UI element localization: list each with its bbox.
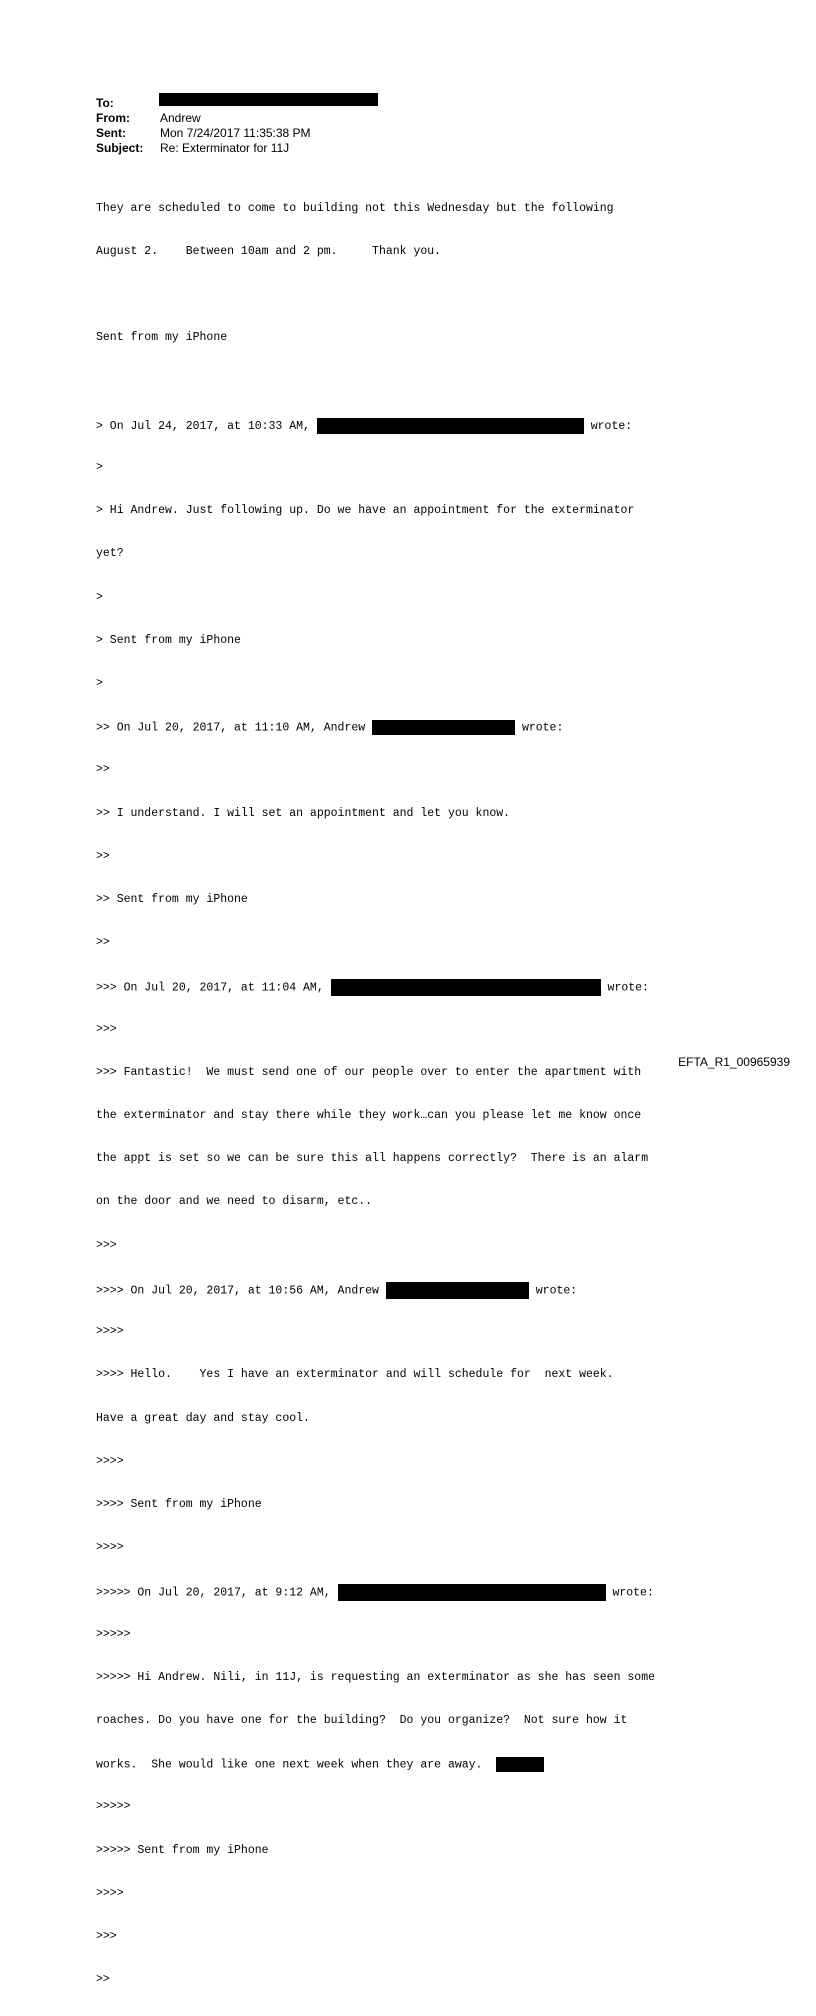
body-line: >>: [96, 849, 110, 863]
body-line: >>>: [96, 1929, 117, 1943]
redaction-bar: [317, 418, 584, 434]
body-line: >>>>> Sent from my iPhone: [96, 1843, 269, 1857]
to-label: To:: [96, 96, 114, 110]
redaction-bar: [386, 1282, 529, 1299]
to-row: [96, 96, 311, 111]
quote-header-wrote: wrote:: [605, 1586, 654, 1600]
subject-label: Subject:: [96, 141, 144, 155]
subject-row: [96, 141, 311, 156]
quote-header-line: [96, 1282, 655, 1296]
body-line: >: [96, 590, 103, 604]
quote-header-wrote: wrote:: [583, 419, 633, 433]
body-line: >>: [96, 1973, 110, 1987]
body-line: Have a great day and stay cool.: [96, 1411, 310, 1425]
sent-row: [96, 126, 311, 141]
sent-label: Sent:: [96, 126, 126, 140]
bates-number: EFTA_R1_00965939: [678, 1055, 790, 1069]
body-line: >>>>: [96, 1886, 124, 1900]
body-line: >> Sent from my iPhone: [96, 893, 248, 907]
quote-header-text: >>>>> On Jul 20, 2017, at 9:12 AM,: [96, 1586, 338, 1600]
body-line: >>>> Sent from my iPhone: [96, 1497, 262, 1511]
body-line: roaches. Do you have one for the building? Do you organize? Not sure how it: [96, 1713, 628, 1727]
body-line: >: [96, 677, 103, 691]
body-line: >> I understand. I will set an appointment and let you know.: [96, 806, 511, 820]
body-line: >>: [96, 763, 110, 777]
redaction-bar: [496, 1757, 544, 1772]
body-line: >>> Fantastic! We must send one of our people over to enter the apartment with: [96, 1065, 642, 1079]
from-label: From:: [96, 111, 130, 125]
quote-header-wrote: wrote:: [600, 982, 649, 995]
sent-value: Mon 7/24/2017 11:35:38 PM: [160, 126, 311, 140]
body-line: >: [96, 461, 103, 475]
body-text: works. She would like one next week when they are away.: [96, 1758, 497, 1772]
from-row: [96, 111, 311, 126]
blank-line: [96, 375, 655, 389]
body-line: >>>>: [96, 1541, 124, 1555]
body-line: >>>>>: [96, 1800, 131, 1814]
quote-header-text: >> On Jul 20, 2017, at 11:10 AM, Andrew: [96, 721, 373, 735]
body-line: Sent from my iPhone: [96, 331, 228, 345]
quote-header-wrote: wrote:: [528, 1284, 578, 1298]
quote-header-text: > On Jul 24, 2017, at 10:33 AM,: [96, 419, 317, 433]
quote-header-line: [96, 1584, 655, 1598]
body-line: >>>>: [96, 1325, 124, 1339]
body-line: on the door and we need to disarm, etc..: [96, 1195, 373, 1209]
subject-value: Re: Exterminator for 11J: [160, 141, 290, 155]
body-line: the appt is set so we can be sure this all happens correctly? There is an alarm: [96, 1152, 649, 1166]
email-body: [96, 173, 655, 2016]
body-line: August 2. Between 10am and 2 pm. Thank you.: [96, 245, 442, 259]
quote-header-text: >>> On Jul 20, 2017, at 11:04 AM,: [96, 982, 331, 995]
body-line: the exterminator and stay there while they work…can you please let me know once: [96, 1109, 642, 1123]
quote-header-line: [96, 720, 655, 734]
quote-header-line: [96, 418, 655, 432]
body-line: > Sent from my iPhone: [96, 633, 241, 647]
body-line: >>>> Hello. Yes I have an exterminator and will schedule for next week.: [96, 1368, 614, 1382]
body-line: They are scheduled to come to building not this Wednesday but the following: [96, 201, 614, 215]
quote-header-line: [96, 979, 655, 993]
body-line: yet?: [96, 547, 124, 561]
from-value: Andrew: [160, 111, 201, 125]
quote-header-wrote: wrote:: [515, 721, 564, 735]
redaction-bar: [372, 720, 515, 735]
body-line-with-redaction: [96, 1757, 655, 1771]
body-line: >>>>: [96, 1454, 124, 1468]
body-line: >>>: [96, 1022, 117, 1036]
redaction-bar: [338, 1584, 606, 1601]
blank-line: [96, 288, 655, 302]
body-line: > Hi Andrew. Just following up. Do we have an appointment for the exterminator: [96, 504, 635, 518]
redaction-bar: [331, 979, 601, 996]
body-line: >>>>>: [96, 1627, 131, 1641]
quote-header-text: >>>> On Jul 20, 2017, at 10:56 AM, Andrew: [96, 1284, 386, 1298]
email-header: [96, 96, 311, 156]
body-line: >>>: [96, 1238, 117, 1252]
body-line: >>>>> Hi Andrew. Nili, in 11J, is requesting an exterminator as she has seen some: [96, 1670, 655, 1684]
body-line: >>: [96, 936, 110, 950]
